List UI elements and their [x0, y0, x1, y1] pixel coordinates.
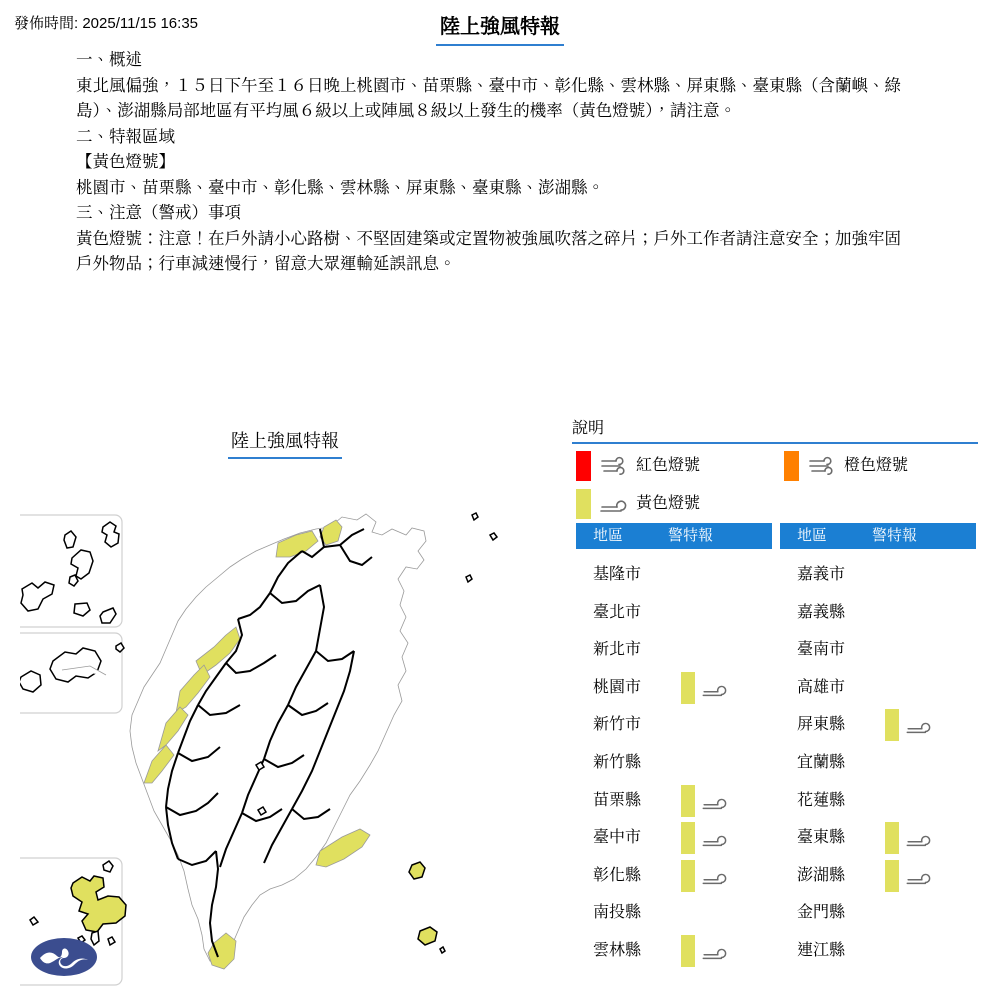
table-row[interactable]	[576, 670, 776, 708]
region-name: 雲林縣	[593, 941, 642, 959]
section3-heading: 三、注意（警戒）事項	[76, 204, 241, 222]
wind-light-icon	[701, 867, 731, 887]
region-name: 彰化縣	[593, 866, 642, 884]
table-row[interactable]	[576, 745, 776, 783]
region-table-right-column	[780, 557, 980, 971]
legend-label-orange: 橙色燈號	[844, 457, 909, 474]
region-table-left-column	[576, 557, 776, 971]
report-body	[76, 48, 916, 278]
region-name: 嘉義縣	[797, 603, 846, 621]
column-header-alert: 警特報	[668, 527, 714, 544]
wind-light-icon	[701, 942, 731, 962]
region-name: 南投縣	[593, 904, 642, 922]
region-name: 宜蘭縣	[797, 753, 846, 771]
page-title	[0, 13, 1000, 46]
section1-text: 東北風偏強，１５日下午至１６日晚上桃園市、苗栗縣、臺中市、彰化縣、雲林縣、屏東縣、臺東縣（含蘭嶼、綠島）、澎湖縣局部地區有平均風６級以上或陣風８級以上發生的機率（黃色燈號），請注意。	[76, 76, 901, 120]
island-lanyu	[418, 927, 437, 945]
wind-light-icon	[701, 679, 731, 699]
legend-label-red: 紅色燈號	[636, 457, 701, 474]
legend-divider	[572, 442, 978, 444]
region-name: 臺南市	[797, 641, 846, 659]
region-name: 臺東縣	[797, 829, 846, 847]
island-lyudao	[409, 862, 425, 879]
table-row[interactable]	[576, 707, 776, 745]
region-name: 基隆市	[593, 566, 642, 583]
region-name: 高雄市	[797, 678, 846, 696]
alert-color-chip	[681, 785, 695, 817]
region-name: 新竹縣	[593, 753, 642, 771]
region-name: 新竹市	[593, 716, 642, 734]
map-title-text: 陸上強風特報	[228, 428, 342, 459]
map-title	[20, 428, 550, 459]
table-row[interactable]	[780, 595, 980, 633]
legend-item-orange	[784, 451, 908, 481]
alert-color-chip	[885, 860, 899, 892]
alert-color-chip	[681, 935, 695, 967]
table-row[interactable]	[780, 933, 980, 971]
region-name: 屏東縣	[797, 716, 846, 734]
wind-light-icon	[905, 716, 935, 736]
wind-strong-icon	[600, 455, 630, 477]
region-name: 桃園市	[593, 678, 642, 696]
region-name: 新北市	[593, 641, 642, 659]
map-panel	[20, 420, 560, 1000]
legend-chip-yellow	[576, 489, 591, 519]
region-name: 金門縣	[797, 904, 846, 922]
section2-heading: 二、特報區域	[76, 127, 175, 146]
wind-light-icon	[905, 867, 935, 887]
table-row[interactable]	[780, 745, 980, 783]
alert-color-chip	[885, 709, 899, 741]
alert-color-chip	[681, 860, 695, 892]
page-title-text: 陸上強風特報	[436, 13, 564, 46]
section3-text: 黃色燈號：注意！在戶外請小心路樹、不堅固建築或定置物被強風吹落之碎片；戶外工作者請注意安全；加強牢固戶外物品；行車減速慢行，留意大眾運輸延誤訊息。	[76, 229, 901, 273]
table-row[interactable]	[576, 632, 776, 670]
region-name: 花蓮縣	[797, 791, 846, 809]
section1-heading: 一、概述	[76, 51, 142, 69]
table-row[interactable]	[780, 632, 980, 670]
wind-strong-icon	[808, 455, 838, 477]
table-row[interactable]	[576, 820, 776, 858]
wind-light-icon	[905, 829, 935, 849]
table-row[interactable]	[780, 820, 980, 858]
region-name: 苗栗縣	[593, 791, 642, 809]
section2-text: 桃園市、苗栗縣、臺中市、彰化縣、雲林縣、屏東縣、臺東縣、澎湖縣。	[76, 178, 604, 197]
wind-light-icon	[701, 829, 731, 849]
legend-chip-red	[576, 451, 591, 481]
alert-color-chip	[681, 822, 695, 854]
table-row[interactable]	[576, 557, 776, 595]
cwa-logo	[30, 936, 98, 978]
taiwan-main-island	[130, 513, 497, 969]
alert-color-chip	[681, 672, 695, 704]
publish-time: 發佈時間: 2025/11/15 16:35	[14, 15, 198, 32]
table-row[interactable]	[780, 858, 980, 896]
column-header-region: 地區	[593, 527, 624, 544]
legend-label-yellow: 黃色燈號	[636, 495, 701, 512]
region-name: 臺北市	[593, 603, 642, 621]
section2-level: 【黃色燈號】	[76, 153, 175, 171]
table-row[interactable]	[576, 933, 776, 971]
table-row[interactable]	[780, 557, 980, 595]
table-row[interactable]	[780, 783, 980, 821]
island-pengjia	[472, 513, 478, 520]
column-header-alert: 警特報	[872, 527, 918, 544]
legend-heading: 說明	[572, 420, 605, 437]
table-row[interactable]	[780, 670, 980, 708]
legend-item-yellow	[576, 489, 700, 519]
wind-light-icon	[701, 792, 731, 812]
table-header-row	[572, 523, 982, 549]
region-name: 連江縣	[797, 941, 846, 959]
region-name: 臺中市	[593, 829, 642, 847]
table-row[interactable]	[576, 783, 776, 821]
table-row[interactable]	[576, 895, 776, 933]
table-row[interactable]	[576, 858, 776, 896]
region-name: 嘉義市	[797, 566, 846, 583]
region-name: 澎湖縣	[797, 866, 846, 884]
taiwan-warning-map[interactable]	[20, 465, 550, 1000]
table-row[interactable]	[780, 895, 980, 933]
table-row[interactable]	[576, 595, 776, 633]
legend-chip-orange	[784, 451, 799, 481]
island-mianhua	[490, 533, 497, 540]
table-header-right	[780, 523, 976, 549]
legend-item-red	[576, 451, 700, 481]
column-header-region: 地區	[797, 527, 828, 544]
info-panel	[572, 418, 982, 957]
island-guishan	[466, 575, 472, 582]
table-row[interactable]	[780, 707, 980, 745]
region-table	[572, 557, 982, 957]
wind-light-icon	[600, 493, 630, 515]
table-header-left	[576, 523, 772, 549]
legend-rows	[572, 451, 982, 521]
alert-color-chip	[885, 822, 899, 854]
